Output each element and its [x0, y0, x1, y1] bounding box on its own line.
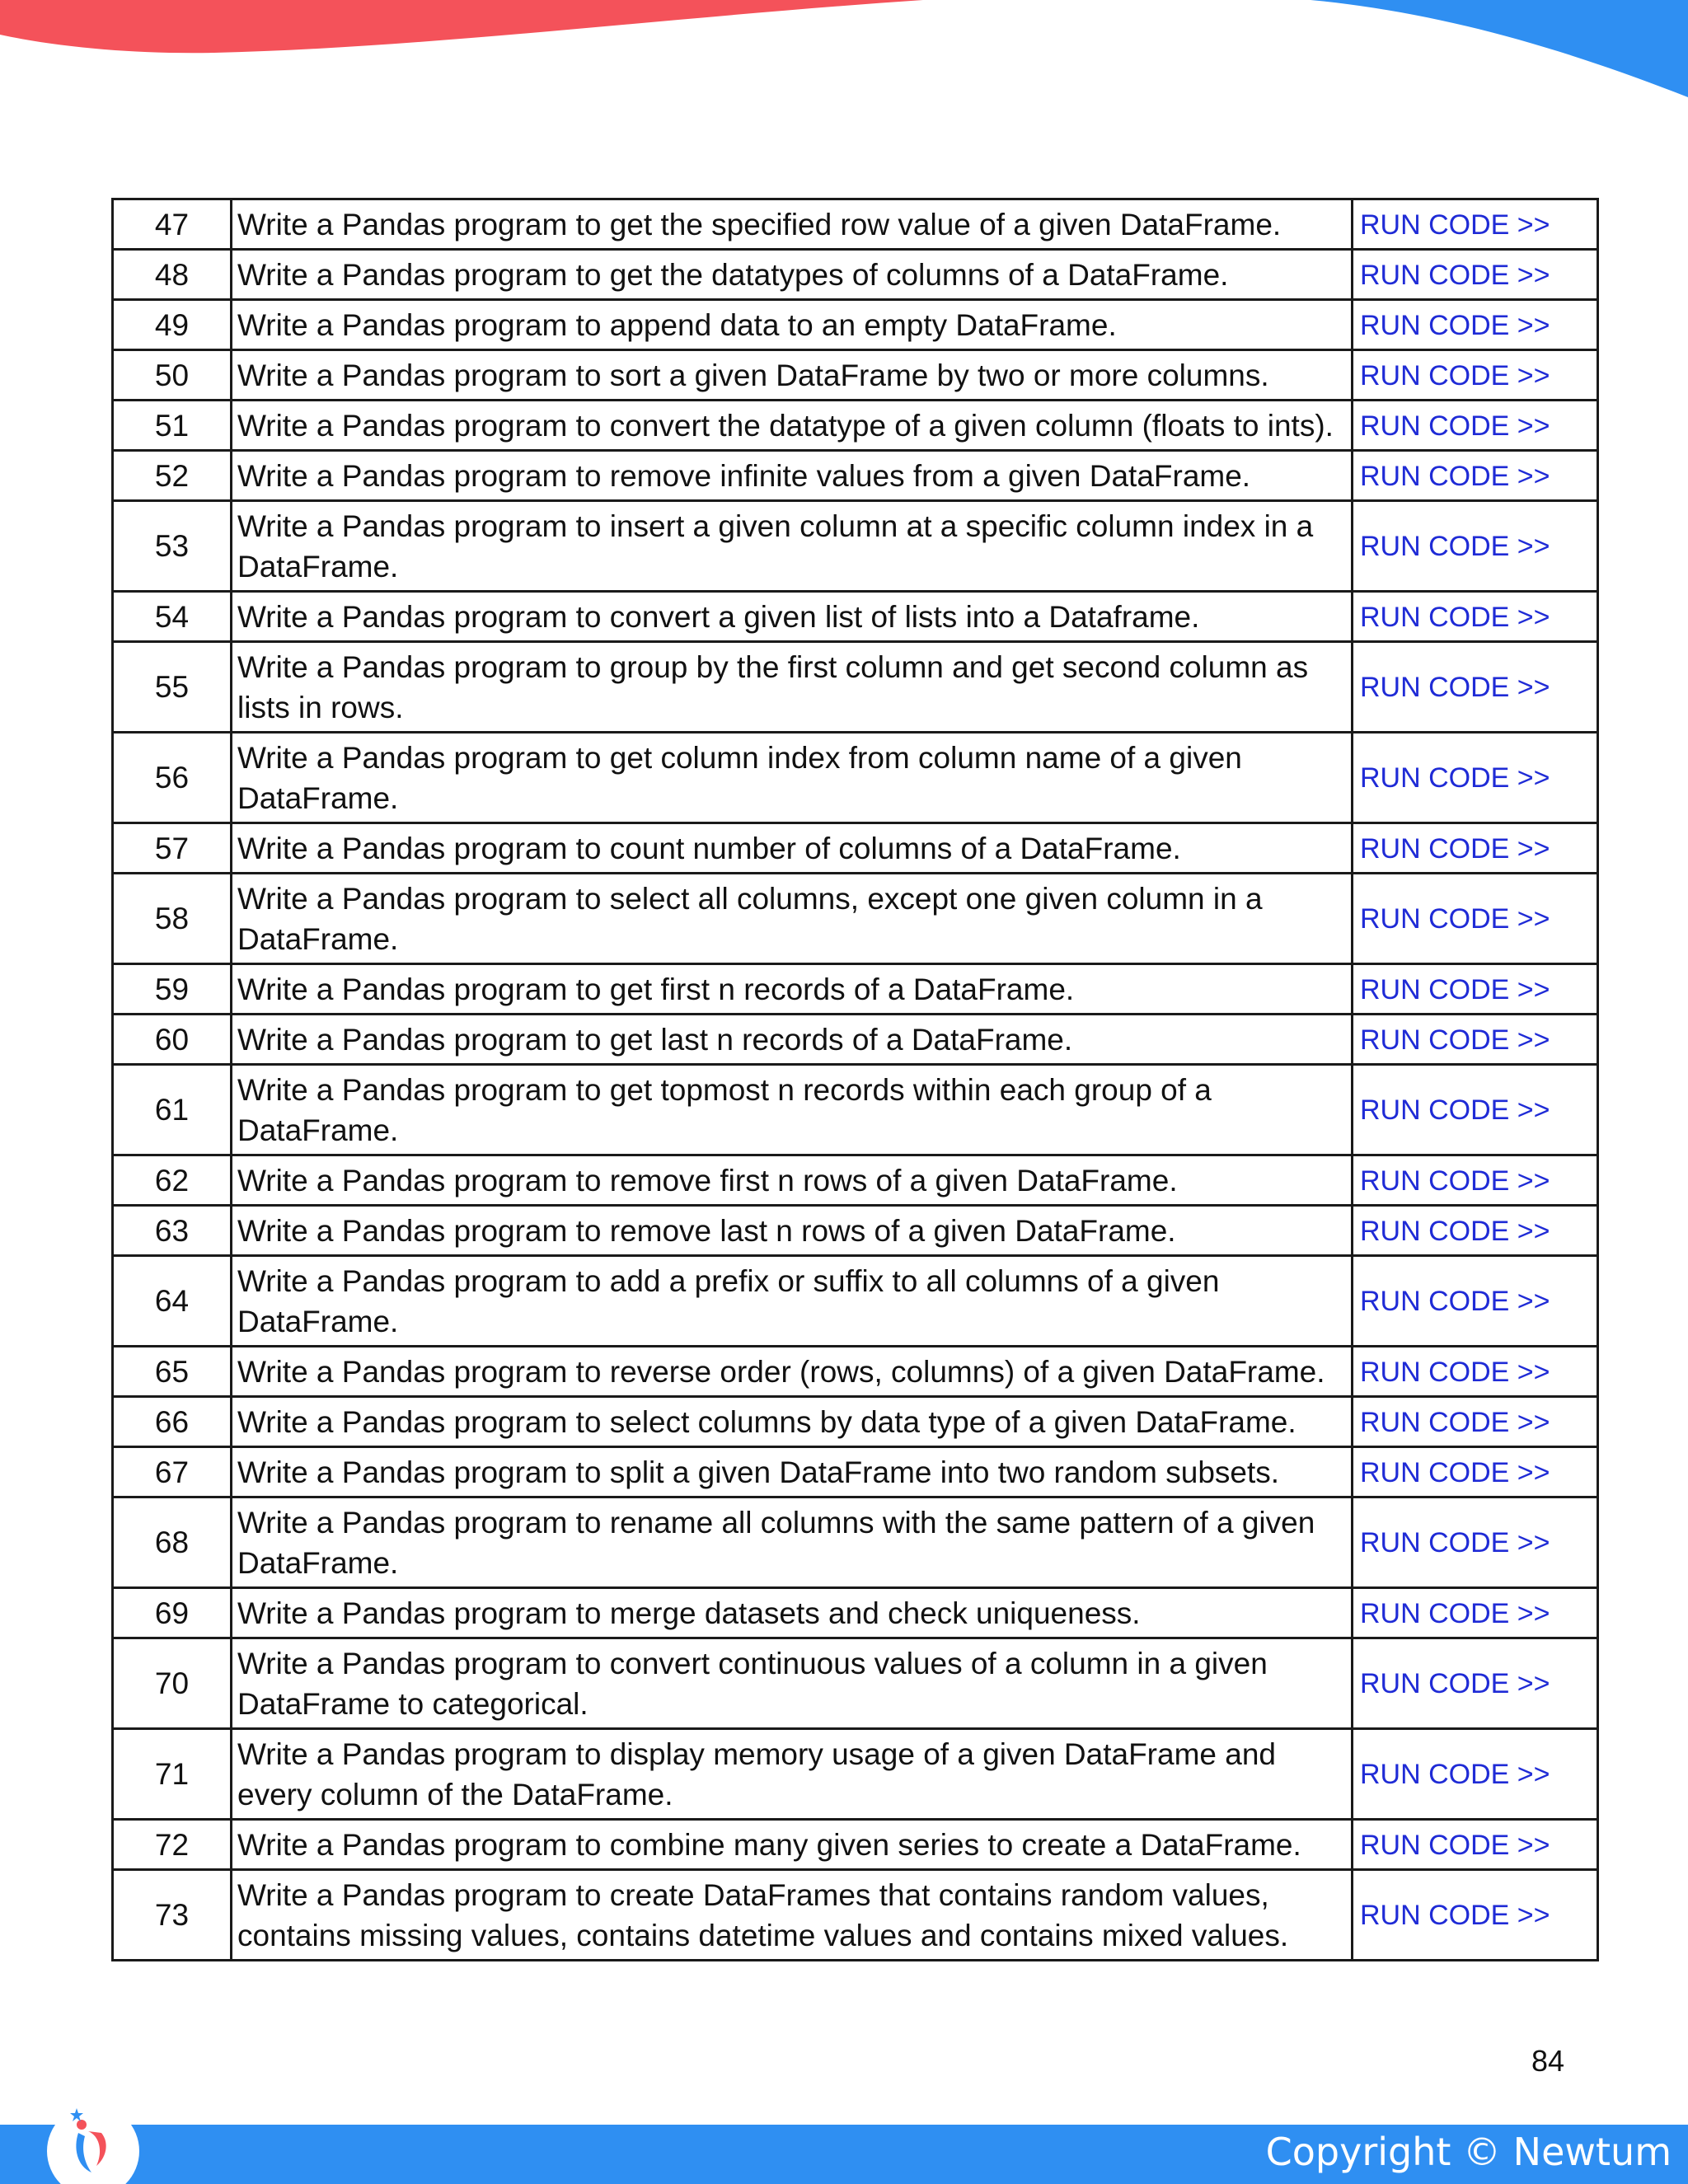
- run-code-cell: [1353, 964, 1598, 1015]
- exercise-description: [232, 451, 1353, 501]
- exercise-number: 50: [113, 350, 232, 401]
- run-code-link[interactable]: RUN CODE >>: [1360, 359, 1550, 391]
- exercise-number: 67: [113, 1447, 232, 1497]
- run-code-cell: [1353, 733, 1598, 823]
- description-line: Write a Pandas program to get first n records of a DataFrame.: [237, 972, 1075, 1006]
- exercise-description: [232, 823, 1353, 874]
- description-line: Write a Pandas program to get last n records of a DataFrame.: [237, 1022, 1073, 1057]
- exercise-number: 73: [113, 1870, 232, 1961]
- exercise-description: [232, 350, 1353, 401]
- description-line: Write a Pandas program to get the specified row value of a given DataFrame.: [237, 207, 1282, 241]
- table-row: [113, 733, 1598, 823]
- table-row: [113, 250, 1598, 300]
- description-line: DataFrame.: [237, 1545, 399, 1580]
- description-line: Write a Pandas program to select columns by data type of a given DataFrame.: [237, 1404, 1296, 1439]
- exercise-table: [111, 198, 1599, 1961]
- table-row: [113, 1065, 1598, 1155]
- table-row: [113, 1397, 1598, 1447]
- table-row: [113, 1729, 1598, 1820]
- run-code-cell: [1353, 1155, 1598, 1206]
- run-code-link[interactable]: RUN CODE >>: [1360, 460, 1550, 492]
- exercise-number: 71: [113, 1729, 232, 1820]
- exercise-description: [232, 592, 1353, 642]
- description-line: Write a Pandas program to split a given DataFrame into two random subsets.: [237, 1455, 1280, 1489]
- description-line: DataFrame.: [237, 1304, 399, 1338]
- table-row: [113, 451, 1598, 501]
- run-code-link[interactable]: RUN CODE >>: [1360, 309, 1550, 341]
- run-code-link[interactable]: RUN CODE >>: [1360, 1668, 1550, 1699]
- run-code-cell: [1353, 874, 1598, 964]
- exercise-description: [232, 1065, 1353, 1155]
- exercise-description: [232, 250, 1353, 300]
- description-line: DataFrame.: [237, 549, 399, 583]
- description-line: Write a Pandas program to convert the datatype of a given column (floats to ints).: [237, 408, 1334, 443]
- run-code-cell: [1353, 451, 1598, 501]
- exercise-description: [232, 1206, 1353, 1256]
- exercise-number: 56: [113, 733, 232, 823]
- exercise-number: 60: [113, 1015, 232, 1065]
- description-line: Write a Pandas program to insert a given column at a specific column index in a: [237, 509, 1314, 543]
- run-code-cell: [1353, 1015, 1598, 1065]
- exercise-description: [232, 1729, 1353, 1820]
- run-code-link[interactable]: RUN CODE >>: [1360, 1456, 1550, 1488]
- table-row: [113, 199, 1598, 250]
- exercise-number: 52: [113, 451, 232, 501]
- exercise-description: [232, 300, 1353, 350]
- description-line: Write a Pandas program to convert a given list of lists into a Dataframe.: [237, 599, 1200, 634]
- description-line: Write a Pandas program to get the datatypes of columns of a DataFrame.: [237, 257, 1229, 292]
- exercise-number: 72: [113, 1820, 232, 1870]
- run-code-cell: [1353, 1588, 1598, 1638]
- run-code-link[interactable]: RUN CODE >>: [1360, 1829, 1550, 1861]
- run-code-cell: [1353, 1870, 1598, 1961]
- description-line: Write a Pandas program to combine many given series to create a DataFrame.: [237, 1827, 1301, 1862]
- run-code-cell: [1353, 592, 1598, 642]
- run-code-link[interactable]: RUN CODE >>: [1360, 832, 1550, 865]
- run-code-link[interactable]: RUN CODE >>: [1360, 973, 1550, 1005]
- run-code-link[interactable]: RUN CODE >>: [1360, 531, 1550, 562]
- exercise-description: [232, 401, 1353, 451]
- top-wave-decoration: [0, 0, 1688, 107]
- description-line: Write a Pandas program to sort a given DataFrame by two or more columns.: [237, 358, 1269, 392]
- exercise-description: [232, 964, 1353, 1015]
- description-line: Write a Pandas program to remove infinite values from a given DataFrame.: [237, 458, 1251, 493]
- table-row: [113, 964, 1598, 1015]
- run-code-link[interactable]: RUN CODE >>: [1360, 601, 1550, 633]
- run-code-cell: [1353, 501, 1598, 592]
- table-row: [113, 1588, 1598, 1638]
- run-code-link[interactable]: RUN CODE >>: [1360, 1759, 1550, 1790]
- run-code-cell: [1353, 1065, 1598, 1155]
- exercise-description: [232, 1588, 1353, 1638]
- run-code-link[interactable]: RUN CODE >>: [1360, 903, 1550, 935]
- exercise-description: [232, 1497, 1353, 1588]
- table-row: [113, 1497, 1598, 1588]
- table-row: [113, 1015, 1598, 1065]
- table-row: [113, 1870, 1598, 1961]
- run-code-link[interactable]: RUN CODE >>: [1360, 1024, 1550, 1056]
- exercise-number: 47: [113, 199, 232, 250]
- description-line: lists in rows.: [237, 690, 404, 724]
- run-code-cell: [1353, 1206, 1598, 1256]
- exercise-number: 57: [113, 823, 232, 874]
- copyright-text: Copyright © Newtum: [1265, 2130, 1672, 2174]
- exercise-number: 54: [113, 592, 232, 642]
- table-row: [113, 1820, 1598, 1870]
- exercise-description: [232, 1256, 1353, 1347]
- run-code-cell: [1353, 401, 1598, 451]
- exercise-description: [232, 1447, 1353, 1497]
- run-code-cell: [1353, 1729, 1598, 1820]
- run-code-cell: [1353, 300, 1598, 350]
- run-code-cell: [1353, 1820, 1598, 1870]
- run-code-link[interactable]: RUN CODE >>: [1360, 209, 1550, 241]
- table-row: [113, 1206, 1598, 1256]
- exercise-number: 48: [113, 250, 232, 300]
- run-code-cell: [1353, 823, 1598, 874]
- exercise-number: 65: [113, 1347, 232, 1397]
- exercise-number: 59: [113, 964, 232, 1015]
- exercise-number: 49: [113, 300, 232, 350]
- run-code-link[interactable]: RUN CODE >>: [1360, 410, 1550, 442]
- description-line: Write a Pandas program to rename all columns with the same pattern of a given: [237, 1505, 1315, 1540]
- exercise-number: 68: [113, 1497, 232, 1588]
- description-line: Write a Pandas program to add a prefix or suffix to all columns of a given: [237, 1263, 1220, 1298]
- exercise-number: 58: [113, 874, 232, 964]
- run-code-cell: [1353, 1497, 1598, 1588]
- run-code-cell: [1353, 199, 1598, 250]
- table-row: [113, 401, 1598, 451]
- run-code-link[interactable]: RUN CODE >>: [1360, 1356, 1550, 1388]
- exercise-number: 69: [113, 1588, 232, 1638]
- run-code-link[interactable]: RUN CODE >>: [1360, 1527, 1550, 1558]
- table-row: [113, 642, 1598, 733]
- run-code-cell: [1353, 250, 1598, 300]
- table-row: [113, 1155, 1598, 1206]
- run-code-cell: [1353, 350, 1598, 401]
- description-line: every column of the DataFrame.: [237, 1777, 673, 1811]
- page-number: 84: [1531, 2044, 1564, 2078]
- table-row: [113, 1638, 1598, 1729]
- description-line: Write a Pandas program to create DataFrames that contains random values,: [237, 1877, 1269, 1912]
- description-line: Write a Pandas program to merge datasets and check uniqueness.: [237, 1596, 1141, 1630]
- run-code-link[interactable]: RUN CODE >>: [1360, 762, 1550, 794]
- exercise-number: 62: [113, 1155, 232, 1206]
- description-line: Write a Pandas program to get column index from column name of a given: [237, 740, 1242, 775]
- description-line: DataFrame to categorical.: [237, 1686, 588, 1721]
- exercise-description: [232, 1397, 1353, 1447]
- description-line: DataFrame.: [237, 1113, 399, 1147]
- exercise-description: [232, 1870, 1353, 1961]
- exercise-description: [232, 1638, 1353, 1729]
- exercise-number: 70: [113, 1638, 232, 1729]
- run-code-link[interactable]: RUN CODE >>: [1360, 1094, 1550, 1126]
- description-line: Write a Pandas program to group by the first column and get second column as: [237, 649, 1309, 684]
- exercise-number: 64: [113, 1256, 232, 1347]
- exercise-number: 61: [113, 1065, 232, 1155]
- run-code-link[interactable]: RUN CODE >>: [1360, 1286, 1550, 1317]
- exercise-description: [232, 733, 1353, 823]
- run-code-cell: [1353, 1638, 1598, 1729]
- run-code-cell: [1353, 1256, 1598, 1347]
- table-row: [113, 300, 1598, 350]
- description-line: Write a Pandas program to count number of columns of a DataFrame.: [237, 831, 1181, 865]
- description-line: contains missing values, contains datetime values and contains mixed values.: [237, 1918, 1289, 1952]
- exercise-description: [232, 199, 1353, 250]
- exercise-number: 53: [113, 501, 232, 592]
- exercise-description: [232, 874, 1353, 964]
- exercise-description: [232, 1820, 1353, 1870]
- description-line: Write a Pandas program to get topmost n records within each group of a: [237, 1072, 1212, 1107]
- run-code-link[interactable]: RUN CODE >>: [1360, 259, 1550, 291]
- table-row: [113, 1447, 1598, 1497]
- exercise-description: [232, 1015, 1353, 1065]
- description-line: Write a Pandas program to select all columns, except one given column in a: [237, 881, 1263, 916]
- table-row: [113, 501, 1598, 592]
- description-line: DataFrame.: [237, 780, 399, 815]
- run-code-cell: [1353, 1447, 1598, 1497]
- table-row: [113, 350, 1598, 401]
- table-row: [113, 1256, 1598, 1347]
- exercise-number: 51: [113, 401, 232, 451]
- run-code-cell: [1353, 1347, 1598, 1397]
- description-line: DataFrame.: [237, 921, 399, 956]
- exercise-number: 63: [113, 1206, 232, 1256]
- run-code-cell: [1353, 1397, 1598, 1447]
- table-row: [113, 592, 1598, 642]
- description-line: Write a Pandas program to display memory usage of a given DataFrame and: [237, 1736, 1276, 1771]
- exercise-table-body: [113, 199, 1598, 1961]
- exercise-number: 55: [113, 642, 232, 733]
- run-code-cell: [1353, 642, 1598, 733]
- run-code-link[interactable]: RUN CODE >>: [1360, 1406, 1550, 1438]
- description-line: Write a Pandas program to remove first n rows of a given DataFrame.: [237, 1163, 1178, 1197]
- table-row: [113, 874, 1598, 964]
- run-code-link[interactable]: RUN CODE >>: [1360, 672, 1550, 703]
- description-line: Write a Pandas program to reverse order (rows, columns) of a given DataFrame.: [237, 1354, 1325, 1389]
- description-line: Write a Pandas program to append data to an empty DataFrame.: [237, 307, 1117, 342]
- exercise-number: 66: [113, 1397, 232, 1447]
- exercise-description: [232, 1155, 1353, 1206]
- table-row: [113, 1347, 1598, 1397]
- run-code-link[interactable]: RUN CODE >>: [1360, 1900, 1550, 1931]
- description-line: Write a Pandas program to remove last n rows of a given DataFrame.: [237, 1213, 1176, 1248]
- newtum-logo-icon: [45, 2100, 140, 2184]
- table-row: [113, 823, 1598, 874]
- exercise-description: [232, 1347, 1353, 1397]
- run-code-link[interactable]: RUN CODE >>: [1360, 1597, 1550, 1629]
- run-code-link[interactable]: RUN CODE >>: [1360, 1165, 1550, 1197]
- description-line: Write a Pandas program to convert continuous values of a column in a given: [237, 1646, 1268, 1680]
- exercise-description: [232, 642, 1353, 733]
- exercise-description: [232, 501, 1353, 592]
- run-code-link[interactable]: RUN CODE >>: [1360, 1215, 1550, 1247]
